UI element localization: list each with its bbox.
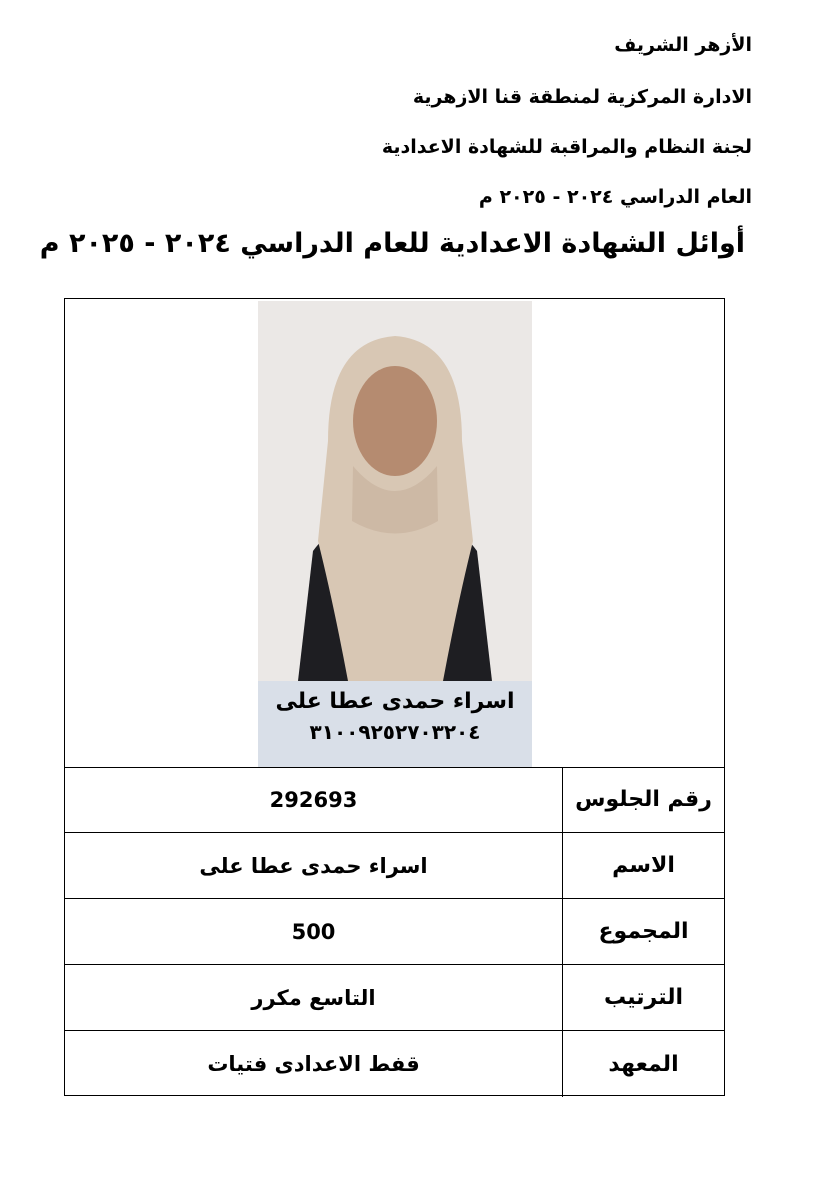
row-rank xyxy=(65,965,724,1031)
total-label: المجموع xyxy=(598,919,689,944)
header-academic-year: العام الدراسي ٢٠٢٤ - ٢٠٢٥ م xyxy=(478,186,752,208)
name-value: اسراء حمدى عطا على xyxy=(65,833,563,898)
header-committee: لجنة النظام والمراقبة للشهادة الاعدادية xyxy=(381,136,752,158)
student-card xyxy=(64,298,725,1096)
institute-value: قفط الاعدادى فتيات xyxy=(65,1031,563,1097)
photo-caption xyxy=(258,681,532,767)
row-institute xyxy=(65,1031,724,1097)
row-seat-number xyxy=(65,767,724,833)
portrait-image xyxy=(258,301,532,681)
row-total xyxy=(65,899,724,965)
rank-label: الترتيب xyxy=(604,985,683,1010)
caption-national-id: ٣١٠٠٩٢٥٢٧٠٣٢٠٤ xyxy=(309,720,481,744)
total-value: 500 xyxy=(65,899,563,964)
caption-name: اسراء حمدى عطا على xyxy=(275,689,515,714)
student-photo xyxy=(258,301,532,767)
header-administration: الادارة المركزية لمنطقة قنا الازهرية xyxy=(412,86,752,108)
institute-label: المعهد xyxy=(608,1051,679,1077)
seat-number-value: 292693 xyxy=(65,767,563,832)
seat-number-label: رقم الجلوس xyxy=(575,787,712,812)
name-label: الاسم xyxy=(612,853,675,878)
rank-value: التاسع مكرر xyxy=(65,965,563,1030)
page-title: أوائل الشهادة الاعدادية للعام الدراسي ٢٠٢٤ - ٢٠٢٥ م xyxy=(39,228,745,259)
row-name xyxy=(65,833,724,899)
photo-cell xyxy=(65,299,724,768)
header-institution: الأزهر الشريف xyxy=(614,34,752,56)
